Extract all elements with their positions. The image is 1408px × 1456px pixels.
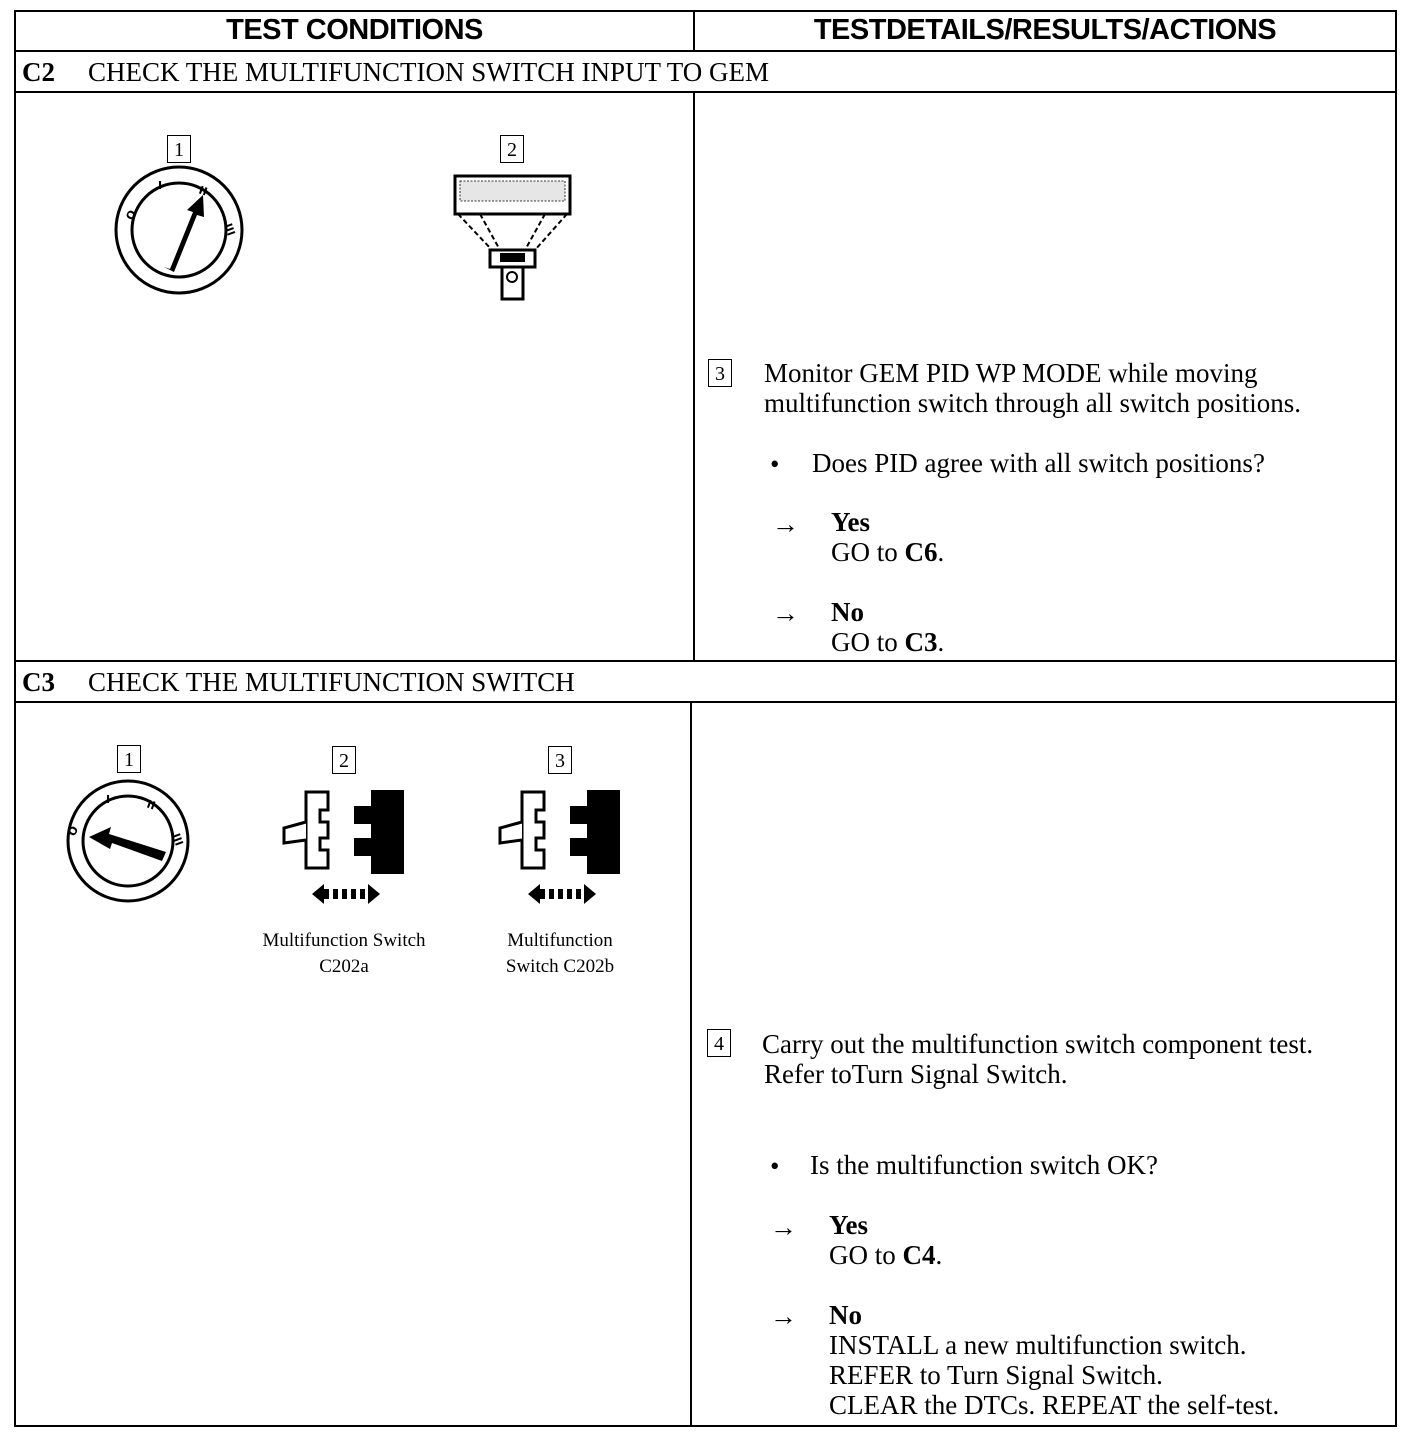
table-border-top [14,10,1397,12]
ignition-switch-off-icon [64,777,192,905]
c3-title-divider [14,701,1397,703]
c2-yes-action-text: GO to [831,537,905,567]
c3-bullet: • [770,1151,780,1181]
svg-text:III: III [169,831,186,848]
c3-instruction-line1: Carry out the multifunction switch component test. [762,1029,1314,1059]
c3-callout-2: 2 [332,746,356,774]
c2-question: Does PID agree with all switch positions? [812,448,1265,478]
svg-text:O: O [65,823,82,839]
c2-no-action: GO to C3. [831,627,945,657]
c3-no-arrow: → [770,1301,797,1331]
c2-step-number: 3 [708,359,732,387]
header-test-details: TESTDETAILS/RESULTS/ACTIONS [813,14,1277,46]
c3-yes-label: Yes [829,1210,868,1240]
c3-callout-1: 1 [117,745,141,773]
header-test-conditions: TEST CONDITIONS [226,14,483,46]
ignition-switch-run-icon [112,163,246,297]
c2-yes-label: Yes [831,507,870,537]
connector-c202a-icon [278,788,410,912]
c3-title-text: CHECK THE MULTIFUNCTION SWITCH [88,667,575,697]
c3-yes-action-text: GO to [829,1240,903,1270]
c3-yes-action: GO to C4. [829,1240,943,1270]
column-divider-c3 [690,701,692,1425]
c2-title-divider [14,91,1397,93]
svg-text:I: I [106,793,111,806]
c2-yes-action: GO to C6. [831,537,945,567]
c3-top-divider [14,660,1397,662]
c2-title-text: CHECK THE MULTIFUNCTION SWITCH INPUT TO GEM [88,57,770,87]
c3-no-label: No [829,1300,862,1330]
c3-no-line3: CLEAR the DTCs. REPEAT the self-test. [829,1390,1280,1420]
scan-tool-icon [450,172,575,304]
c2-callout-2: 2 [500,135,524,163]
c2-no-label: No [831,597,864,627]
c2-yes-target: C6 [904,537,938,567]
svg-text:II: II [144,797,158,813]
table-border-left [14,10,16,1427]
caption-c202a-line2: C202a [319,956,369,977]
c2-step-id: C2 [22,57,55,87]
c3-yes-target: C4 [902,1240,936,1270]
c2-instruction-line2: multifunction switch through all switch positions. [764,388,1301,418]
c3-step-number: 4 [707,1029,731,1057]
column-divider-c2 [693,91,695,661]
c2-section-title [22,55,769,89]
caption-c202b-line1: Multifunction [507,930,613,951]
svg-text:III: III [221,221,238,238]
caption-c202b-line2: Switch C202b [505,956,615,977]
svg-text:O: O [123,207,140,223]
table-border-right [1395,10,1397,1427]
c2-callout-1: 1 [167,135,191,163]
c3-callout-3: 3 [548,746,572,774]
c3-section-title [22,665,575,699]
c3-instruction-line2: Refer toTurn Signal Switch. [764,1059,1068,1089]
c3-step-id: C3 [22,667,55,697]
svg-text:II: II [196,183,210,199]
c2-no-target: C3 [904,627,938,657]
c2-bullet: • [770,449,780,479]
caption-c202a-line1: Multifunction Switch [262,930,426,951]
c2-no-action-text: GO to [831,627,905,657]
header-divider [14,50,1397,52]
c2-yes-arrow: → [772,509,799,539]
table-border-bottom [14,1425,1397,1427]
c3-question: Is the multifunction switch OK? [810,1150,1158,1180]
c2-no-arrow: → [772,598,799,628]
connector-c202b-icon [494,788,626,912]
c3-yes-arrow: → [770,1212,797,1242]
c3-no-line1: INSTALL a new multifunction switch. [829,1330,1247,1360]
svg-text:I: I [158,179,163,192]
c2-instruction-line1: Monitor GEM PID WP MODE while moving [764,358,1258,388]
c3-no-line2: REFER to Turn Signal Switch. [829,1360,1163,1390]
